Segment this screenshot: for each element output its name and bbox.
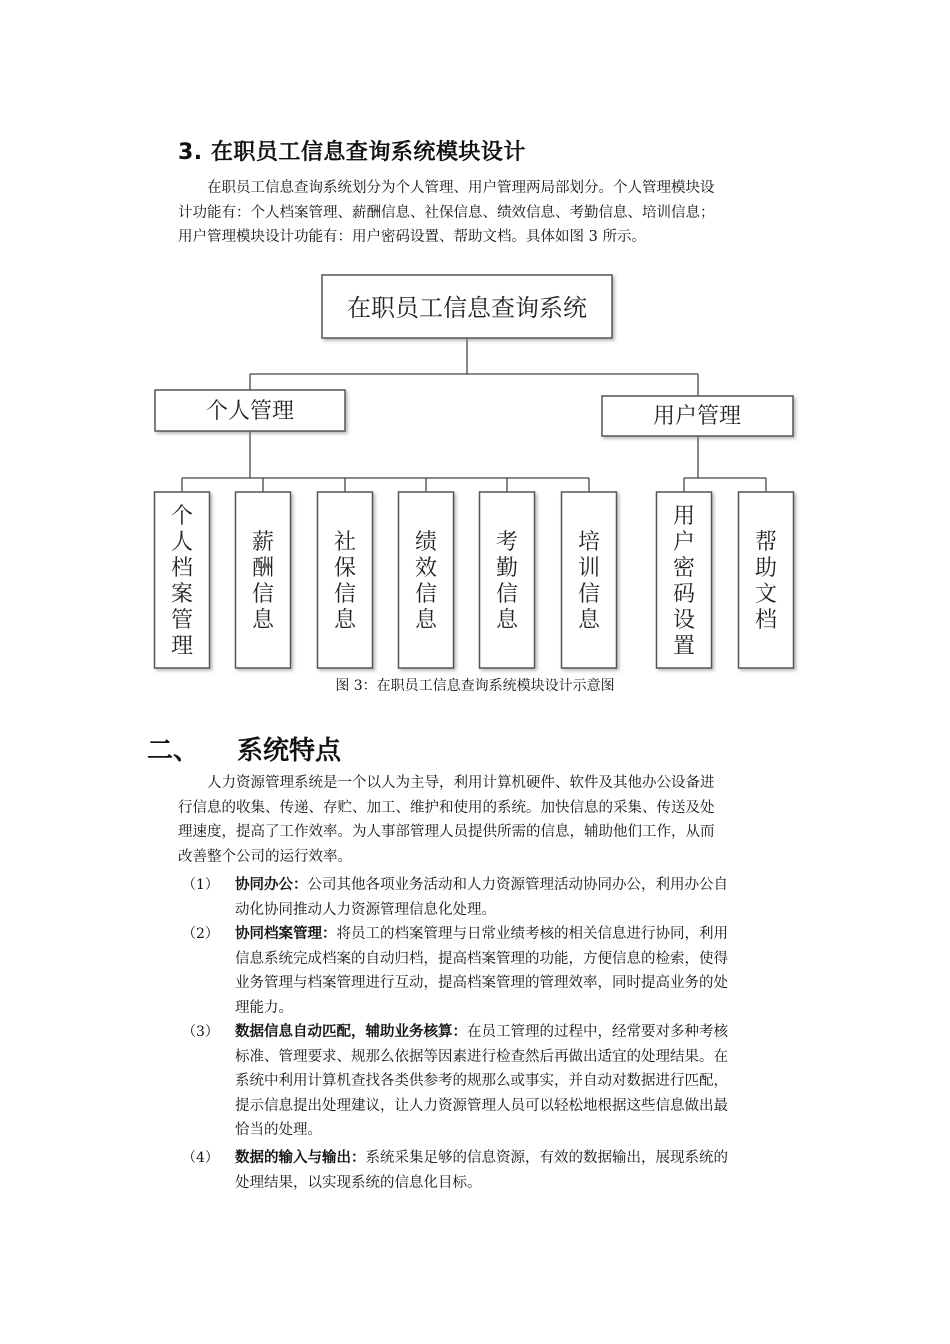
- features-intro-line: 改善整个公司的运行效率。: [178, 848, 352, 865]
- group-label-user: 用户管理: [652, 404, 742, 429]
- feature-item-line: 在员工管理的过程中，经常要对多种考核: [467, 1024, 728, 1040]
- feature-item-line: 业务管理与档案管理进行互动，提高档案管理的管理效率，同时提高业务的处: [235, 975, 728, 991]
- leaf-node-label: 用户密码设置: [672, 503, 696, 659]
- intro-line: 在职员工信息查询系统划分为个人管理、用户管理两局部划分。个人管理模块设: [207, 180, 715, 196]
- feature-item-number: （3）: [182, 1024, 219, 1040]
- leaf-node-label: 帮助文档: [754, 529, 778, 633]
- leaf-node-label: 绩效信息: [414, 529, 438, 633]
- section-intro-paragraph: [178, 176, 810, 250]
- features-intro-line: 理速度，提高了工作效率。为人事部管理人员提供所需的信息，辅助他们工作，从而: [178, 824, 715, 840]
- feature-item-line: 信息系统完成档案的自动归档，提高档案管理的功能，方便信息的检索，使得: [235, 950, 728, 967]
- features-heading-number: 二、: [147, 736, 200, 766]
- feature-item-line: 动化协同推动人力资源管理信息化处理。: [235, 901, 496, 918]
- diagram-root-node: [322, 275, 612, 338]
- diagram-group-personal: [155, 390, 345, 431]
- leaf-node: [739, 492, 794, 668]
- feature-item-number: （4）: [182, 1150, 219, 1166]
- feature-item: [235, 1146, 805, 1195]
- leaf-node: [236, 492, 291, 668]
- feature-item-number: （2）: [182, 926, 219, 942]
- features-intro-paragraph: [178, 771, 810, 869]
- leaf-node-label: 薪酬信息: [251, 529, 275, 633]
- leaf-node: [562, 492, 617, 668]
- intro-line: 用户管理模块设计功能有：用户密码设置、帮助文档。具体如图 3 所示。: [178, 229, 646, 245]
- feature-item-line: 理能力。: [235, 999, 293, 1016]
- feature-item-line: 处理结果，以实现系统的信息化目标。: [235, 1174, 482, 1191]
- leaf-node-label: 考勤信息: [495, 529, 519, 633]
- feature-item-line: 系统采集足够的信息资源，有效的数据输出，展现系统的: [365, 1150, 728, 1166]
- intro-line: 计功能有：个人档案管理、薪酬信息、社保信息、绩效信息、考勤信息、培训信息；: [178, 204, 715, 221]
- group-label-personal: 个人管理: [205, 399, 295, 424]
- feature-item-line: 提示信息提出处理建议，让人力资源管理人员可以轻松地根据这些信息做出最: [235, 1097, 728, 1114]
- leaf-node: [657, 492, 712, 668]
- feature-item-number: （1）: [182, 877, 219, 893]
- section-title: 3. 在职员工信息查询系统模块设计: [178, 140, 526, 165]
- diagram-group-user: [602, 396, 793, 436]
- feature-item: [235, 873, 805, 922]
- module-diagram: [0, 260, 950, 680]
- feature-item-line: 公司其他各项业务活动和人力资源管理活动协同办公，利用办公自: [307, 877, 728, 893]
- feature-item-line: 系统中利用计算机查找各类供参考的规那么或事实，并自动对数据进行匹配，: [235, 1073, 728, 1089]
- feature-item: [235, 922, 805, 1020]
- leaf-node: [480, 492, 535, 668]
- feature-item-line: 恰当的处理。: [235, 1122, 322, 1138]
- leaf-node: [318, 492, 373, 668]
- feature-item-title: 数据信息自动匹配，辅助业务核算：: [235, 1024, 467, 1040]
- leaf-node: [155, 492, 210, 668]
- leaf-node-label: 社保信息: [333, 529, 357, 633]
- feature-item: [235, 1020, 805, 1143]
- features-heading: [147, 730, 341, 767]
- feature-item-line: 将员工的档案管理与日常业绩考核的相关信息进行协同，利用: [336, 926, 728, 942]
- features-heading-text: 系统特点: [237, 736, 342, 766]
- figure-caption: 图 3：在职员工信息查询系统模块设计示意图: [335, 678, 615, 694]
- diagram-leaf-nodes: [155, 492, 794, 668]
- leaf-node: [399, 492, 454, 668]
- leaf-node-label: 个人档案管理: [170, 503, 194, 659]
- root-node-label: 在职员工信息查询系统: [347, 294, 587, 322]
- feature-item-title: 协同档案管理：: [235, 926, 337, 942]
- feature-item-title: 数据的输入与输出：: [235, 1150, 366, 1166]
- features-intro-line: 人力资源管理系统是一个以人为主导，利用计算机硬件、软件及其他办公设备进: [207, 775, 715, 791]
- leaf-node-label: 培训信息: [577, 529, 601, 633]
- feature-item-line: 标准、管理要求、规那么依据等因素进行检查然后再做出适宜的处理结果。在: [235, 1048, 728, 1065]
- features-intro-line: 行信息的收集、传递、存贮、加工、维护和使用的系统。加快信息的采集、传送及处: [178, 799, 715, 816]
- feature-item-title: 协同办公：: [235, 877, 308, 893]
